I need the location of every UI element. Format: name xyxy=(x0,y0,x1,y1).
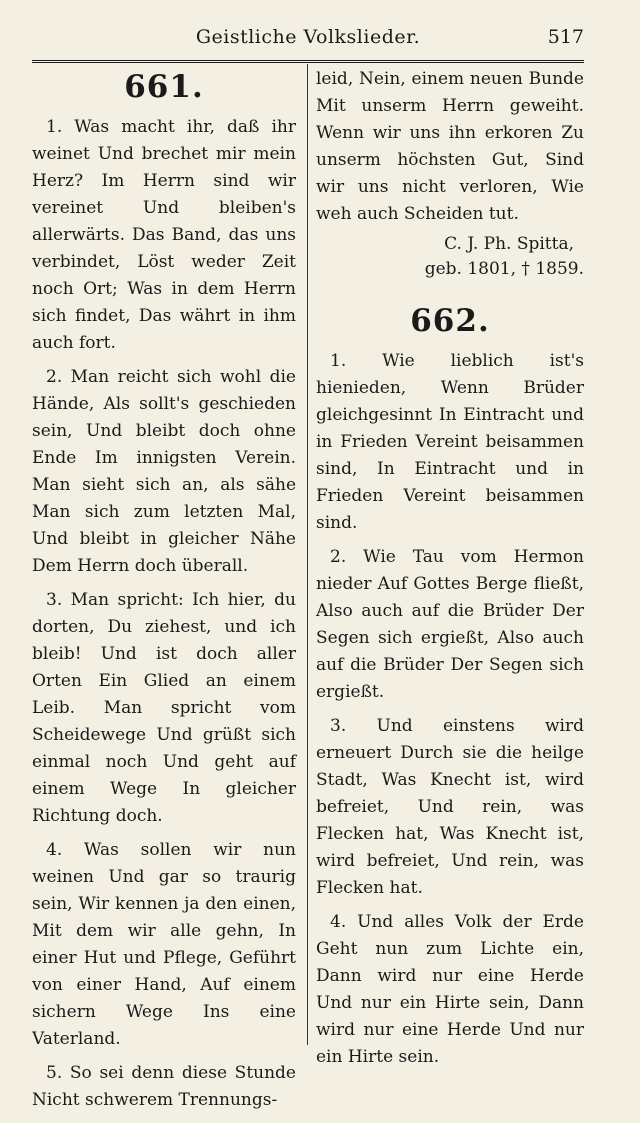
hymn-661-verse-4: 4. Was sollen wir nun weinen Und gar so traurig sein, Wir kennen ja den einen, Mit dem wir alle gehn, In einer Hut und Pflege, Geführt von einer Hand, Auf einem sichern Wege Ins eine Vaterland. xyxy=(32,840,296,1049)
page-header xyxy=(32,22,584,54)
header-rule xyxy=(32,60,584,63)
hymn-661-author: C. J. Ph. Spitta, xyxy=(444,234,574,254)
hymn-662-verse-4: 4. Und alles Volk der Erde Geht nun zum Lichte ein, Dann wird nur eine Herde Und nur ein Hirte sein, Dann wird nur eine Herde Und nur ein Hirte sein. xyxy=(316,912,584,1067)
hymn-662-verse-1: 1. Wie lieblich ist's hienieden, Wenn Brüder gleichgesinnt In Eintracht und in Frieden Vereint beisammen sind, In Eintracht und in Frieden Vereint beisammen sind. xyxy=(316,351,584,533)
hymn-661-verse-5-continuation: leid, Nein, einem neuen Bunde Mit unserm Herrn geweiht. Wenn wir uns ihn erkoren Zu unserm höchsten Gut, Sind wir uns nicht verloren, Wie weh auch Scheiden tut. xyxy=(316,69,584,224)
column-divider xyxy=(307,64,308,1045)
hymn-661-author-dates: geb. 1801, † 1859. xyxy=(424,259,584,279)
hymn-662-verse-3: 3. Und einstens wird erneuert Durch sie die heilge Stadt, Was Knecht ist, wird befreiet, Und rein, was Flecken hat, Was Knecht ist, wird befreiet, Und rein, was Flecken hat. xyxy=(316,716,584,898)
left-column xyxy=(32,66,296,1121)
running-title: Geistliche Volkslieder. xyxy=(195,26,421,48)
right-column xyxy=(316,66,584,1078)
hymn-661-verse-5: 5. So sei denn diese Stunde Nicht schwerem Trennungs- xyxy=(32,1063,296,1110)
hymn-number-662: 662. xyxy=(410,303,490,339)
hymn-661-verse-1: 1. Was macht ihr, daß ihr weinet Und brechet mir mein Herz? Im Herrn sind wir vereinet Und bleiben's allerwärts. Das Band, das uns verbindet, Löst weder Zeit noch Ort; Was in dem Herrn sich findet, Das währt in ihm auch fort. xyxy=(32,117,296,353)
hymn-661-verse-2: 2. Man reicht sich wohl die Hände, Als sollt's geschieden sein, Und bleibt doch ohne Ende Im innigsten Verein. Man sieht sich an, als sähe Man sich zum letzten Mal, Und bleibt in gleicher Nähe Dem Herrn doch überall. xyxy=(32,367,296,576)
hymn-661-verse-3: 3. Man spricht: Ich hier, du dorten, Du ziehest, und ich bleib! Und ist doch aller Orten Ein Glied an einem Leib. Man spricht vom Scheidewege Und grüßt sich einmal noch Und geht auf einem Wege In gleicher Richtung doch. xyxy=(32,590,296,826)
hymn-662-verse-2: 2. Wie Tau vom Hermon nieder Auf Gottes Berge fließt, Also auch auf die Brüder Der Segen sich ergießt, Also auch auf die Brüder Der Segen sich ergießt. xyxy=(316,547,584,702)
page-number: 517 xyxy=(547,26,584,48)
hymn-number-661: 661. xyxy=(124,69,204,105)
